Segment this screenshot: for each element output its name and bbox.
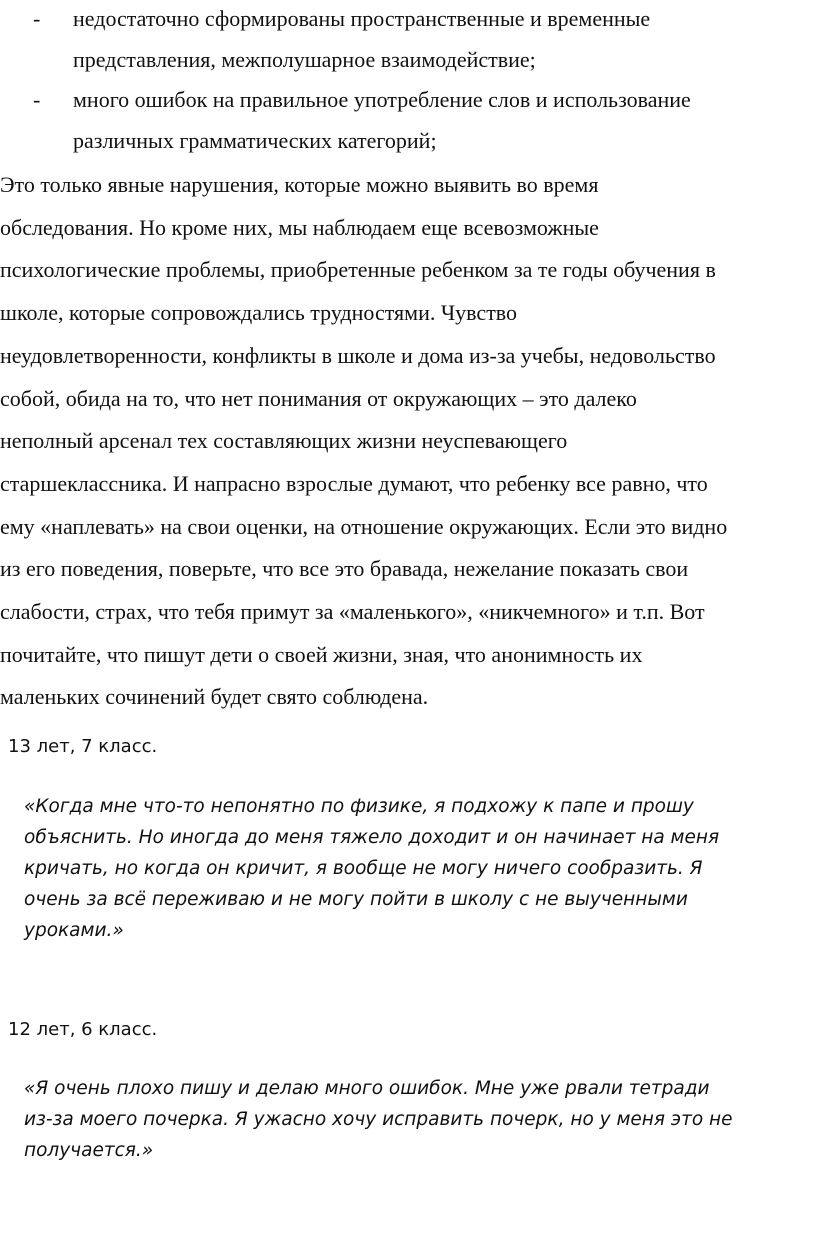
paragraph-line: неудовлетворенности, конфликты в школе и дома из-за учебы, недовольство bbox=[0, 342, 716, 368]
paragraph-line: ему «наплевать» на свои оценки, на отношение окружающих. Если это видно bbox=[0, 513, 728, 539]
quote-line: очень за всё переживаю и не могу пойти в школу с не выученными bbox=[24, 889, 688, 910]
bullet-line: много ошибок на правильное употребление слов и использование bbox=[73, 87, 691, 112]
student-quote bbox=[24, 791, 814, 946]
age-grade-label: 13 лет, 7 класс. bbox=[8, 736, 158, 757]
paragraph-line: психологические проблемы, приобретенные ребенком за те годы обучения в bbox=[0, 257, 716, 283]
paragraph-line: Это только явные нарушения, которые можно выявить во время bbox=[0, 172, 599, 197]
bullet-dash: - bbox=[33, 87, 41, 112]
bullet-text bbox=[73, 0, 808, 80]
bullet-line: недостаточно сформированы пространственные и временные bbox=[73, 6, 651, 31]
bullet-dash: - bbox=[33, 6, 41, 31]
paragraph-line: почитайте, что пишут дети о своей жизни, зная, что анонимность их bbox=[0, 641, 643, 667]
quote-line: получается.» bbox=[24, 1140, 154, 1161]
quote-line: из-за моего почерка. Я ужасно хочу исправить почерк, но у меня это не bbox=[24, 1109, 733, 1130]
paragraph-line: из его поведения, поверьте, что все это бравада, нежелание показать свои bbox=[0, 556, 689, 582]
paragraph-line: старшеклассника. И напрасно взрослые думают, что ребенку все равно, что bbox=[0, 470, 708, 496]
quote-line: уроками.» bbox=[24, 920, 124, 941]
body-paragraph bbox=[0, 164, 812, 719]
age-grade-label: 12 лет, 6 класс. bbox=[8, 1019, 158, 1040]
paragraph-line: маленьких сочинений будет свято соблюдена. bbox=[0, 684, 429, 710]
bullet-line: различных грамматических категорий; bbox=[73, 128, 437, 153]
paragraph-line: неполный арсенал тех составляющих жизни неуспевающего bbox=[0, 428, 568, 454]
paragraph-line: обследования. Но кроме них, мы наблюдаем еще всевозможные bbox=[0, 214, 599, 240]
quote-line: объяснить. Но иногда до меня тяжело доходит и он начинает на меня bbox=[24, 827, 720, 848]
quote-line: кричать, но когда он кричит, я вообще не могу ничего сообразить. Я bbox=[24, 858, 703, 879]
quote-line: «Я очень плохо пишу и делаю много ошибок. Мне уже рвали тетради bbox=[24, 1078, 710, 1099]
bullet-text bbox=[73, 79, 808, 161]
bullet-line: представления, межполушарное взаимодействие; bbox=[73, 47, 536, 72]
quote-line: «Когда мне что-то непонятно по физике, я подхожу к папе и прошу bbox=[24, 796, 694, 817]
student-quote bbox=[24, 1073, 814, 1166]
paragraph-line: собой, обида на то, что нет понимания от окружающих – это далеко bbox=[0, 385, 637, 411]
paragraph-line: слабости, страх, что тебя примут за «маленького», «никчемного» и т.п. Вот bbox=[0, 599, 705, 625]
paragraph-line: школе, которые сопровождались трудностями. Чувство bbox=[0, 300, 518, 326]
